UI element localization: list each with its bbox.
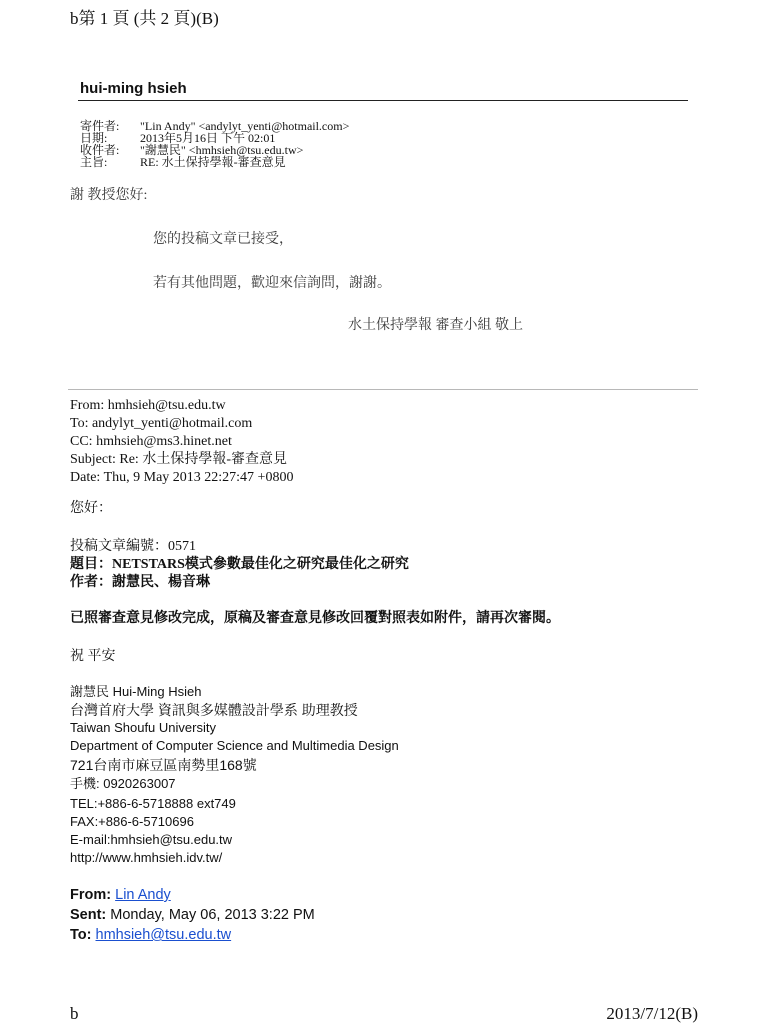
signature-website: http://www.hmhsieh.idv.tw/ bbox=[70, 850, 223, 865]
signature-email: E-mail:hmhsieh@tsu.edu.tw bbox=[70, 832, 233, 847]
header-subject-label: 主旨: bbox=[80, 155, 108, 169]
signature-title-zh: 台灣首府大學 資訊與多媒體設計學系 助理教授 bbox=[70, 702, 358, 718]
header-to-value: "謝慧民" <hmhsieh@tsu.edu.tw> bbox=[140, 143, 304, 157]
forwarded-to-label: To: bbox=[70, 927, 92, 943]
forwarded-sent-label: Sent: bbox=[70, 907, 107, 923]
signature-tel: TEL:+886-6-5718888 ext749 bbox=[70, 796, 236, 811]
signature-department-en: Department of Computer Science and Multimedia Design bbox=[70, 738, 399, 753]
forwarded-sent-row bbox=[70, 905, 315, 925]
forwarded-to-link[interactable]: hmhsieh@tsu.edu.tw bbox=[95, 927, 232, 943]
forwarded-from-row bbox=[70, 885, 171, 905]
header-subject-row bbox=[80, 156, 286, 168]
quoted-subject: Subject: Re: 水土保持學報-審查意見 bbox=[70, 452, 287, 467]
quoted-article-number: 投稿文章編號：0571 bbox=[70, 539, 196, 554]
header-subject-value: RE: 水土保持學報-審查意見 bbox=[140, 155, 286, 169]
header-date-value: 2013年5月16日 下午 02:01 bbox=[140, 131, 276, 145]
forwarded-from-link[interactable]: Lin Andy bbox=[115, 887, 171, 903]
forwarded-sent-value: Monday, May 06, 2013 3:22 PM bbox=[110, 907, 315, 923]
signature-address: 721台南市麻豆區南勢里168號 bbox=[70, 757, 257, 773]
page-footer-right: 2013/7/12(B) bbox=[606, 1004, 698, 1023]
reply-signoff: 水土保持學報 審查小組 敬上 bbox=[348, 318, 523, 333]
title-divider bbox=[78, 100, 688, 101]
page-footer-left: b bbox=[70, 1004, 79, 1023]
quote-separator bbox=[68, 389, 698, 390]
forwarded-to-row bbox=[70, 925, 231, 945]
header-to-label: 收件者: bbox=[80, 143, 120, 157]
forwarded-from-label: From: bbox=[70, 887, 112, 903]
signature-mobile: 手機: 0920263007 bbox=[70, 776, 176, 791]
quoted-closing: 祝 平安 bbox=[70, 649, 116, 664]
quoted-body: 已照審查意見修改完成，原稿及審查意見修改回覆對照表如附件，請再次審閱。 bbox=[70, 611, 560, 626]
quoted-date: Date: Thu, 9 May 2013 22:27:47 +0800 bbox=[70, 470, 294, 485]
mail-title: hui-ming hsieh bbox=[80, 80, 187, 97]
quoted-authors: 作者：謝慧民、楊音琳 bbox=[70, 575, 210, 590]
page-header: b第 1 頁 (共 2 頁)(B) bbox=[70, 9, 219, 28]
signature-fax: FAX:+886-6-5710696 bbox=[70, 814, 194, 829]
quoted-cc: CC: hmhsieh@ms3.hinet.net bbox=[70, 434, 232, 449]
signature-university-en: Taiwan Shoufu University bbox=[70, 720, 216, 735]
reply-line-2: 若有其他問題，歡迎來信詢問，謝謝。 bbox=[153, 276, 391, 291]
quoted-title-line: 題目：NETSTARS模式參數最佳化之研究最佳化之研究 bbox=[70, 557, 409, 572]
header-date-label: 日期: bbox=[80, 131, 108, 145]
header-from-value: "Lin Andy" <andylyt_yenti@hotmail.com> bbox=[140, 119, 350, 133]
quoted-to: To: andylyt_yenti@hotmail.com bbox=[70, 416, 253, 431]
signature-name: 謝慧民 Hui-Ming Hsieh bbox=[70, 684, 202, 699]
header-from-label: 寄件者: bbox=[80, 119, 120, 133]
quoted-greeting: 您好： bbox=[70, 501, 112, 516]
quoted-from: From: hmhsieh@tsu.edu.tw bbox=[70, 398, 226, 413]
reply-line-1: 您的投稿文章已接受， bbox=[153, 232, 293, 247]
reply-greeting: 謝 教授您好: bbox=[70, 188, 148, 203]
